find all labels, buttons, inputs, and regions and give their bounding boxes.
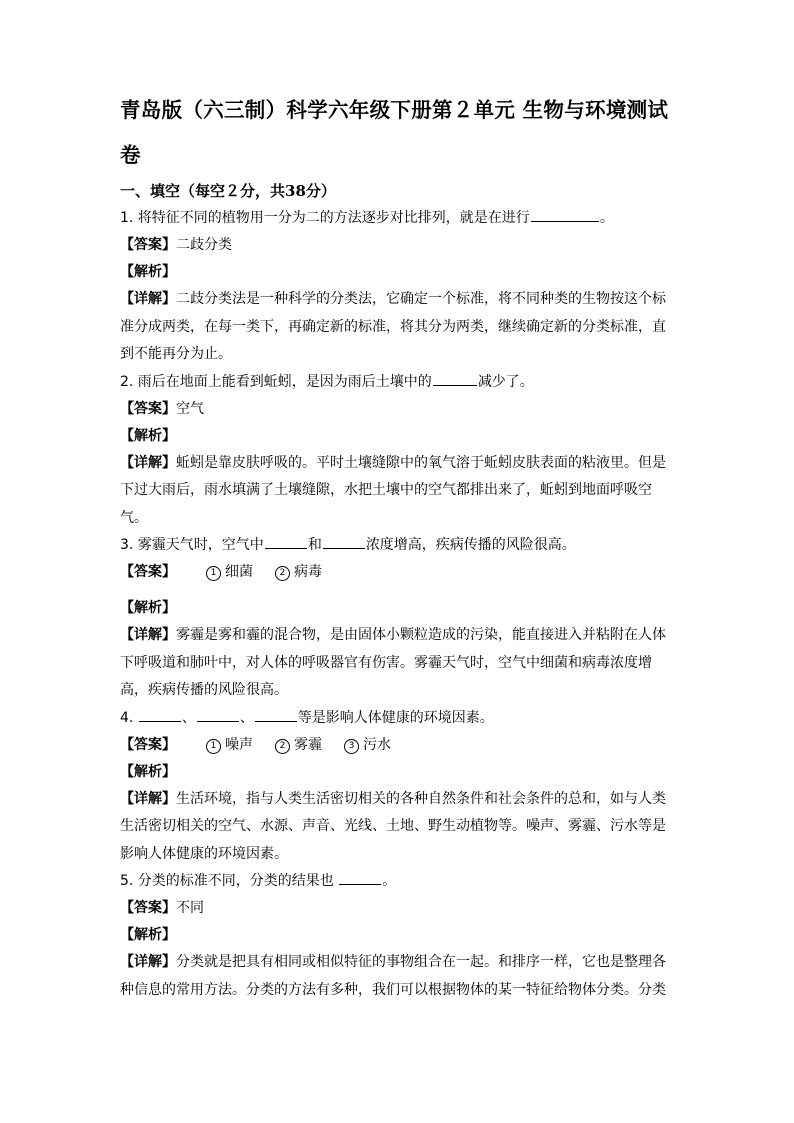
answer-label: 【答案】 xyxy=(120,400,176,417)
answer-blank xyxy=(255,707,297,722)
question-3-stem-mid: 和 xyxy=(307,537,322,553)
document-page xyxy=(120,88,672,1004)
question-4-sep: 、 xyxy=(239,709,254,726)
question-5-stem xyxy=(120,868,672,895)
detail-label: 【详解】 xyxy=(120,954,176,970)
question-2-stem-before: 2. 雨后在地面上能看到蚯蚓，是因为雨后土壤中的 xyxy=(120,373,432,390)
answer-option-text: 污水 xyxy=(363,736,391,753)
question-2-detail-text: 蚯蚓是靠皮肤呼吸的。平时土壤缝隙中的氧气溶于蚯蚓皮肤表面的粘液里。但是下过大雨后，雨水填满了土壤缝隙，水把土壤中的空气都排出来了，蚯蚓到地面呼吸空气。 xyxy=(120,454,666,526)
question-4-stem-num: 4. xyxy=(120,709,134,726)
detail-label: 【详解】 xyxy=(120,790,176,807)
answer-option xyxy=(275,732,322,759)
question-3-stem-before: 3. 雾霾天气时，空气中 xyxy=(120,537,264,553)
answer-blank xyxy=(197,707,239,722)
analysis-label: 【解析】 xyxy=(120,763,176,780)
answer-option xyxy=(344,732,391,759)
question-1-stem-before: 1. 将特征不同的植物用一分为二的方法逐步对比排列，就是在进行 xyxy=(120,210,530,226)
answer-blank xyxy=(265,534,307,549)
circled-number-icon: 1 xyxy=(206,566,221,581)
answer-label: 【答案】 xyxy=(120,736,176,753)
question-4-detail xyxy=(120,786,672,869)
question-2-stem-after: 减少了。 xyxy=(477,373,534,390)
question-3-analysis xyxy=(120,595,672,622)
answer-blank xyxy=(339,870,381,885)
document-title: 青岛版（六三制）科学六年级下册第２单元 生物与环境测试卷 xyxy=(120,98,669,167)
section-heading: 一、填空（每空２分，共38分） xyxy=(120,182,336,200)
question-1-analysis xyxy=(120,259,672,286)
analysis-label: 【解析】 xyxy=(120,427,176,444)
question-2-detail xyxy=(120,450,672,533)
answer-blank xyxy=(139,707,181,722)
detail-label: 【详解】 xyxy=(120,454,176,471)
question-3-detail-text: 雾霾是雾和霾的混合物，是由固体小颗粒造成的污染，能直接进入并粘附在人体下呼吸道和肺叶中，对人体的呼吸器官有伤害。雾霾天气时，空气中细菌和病毒浓度增高，疾病传播的风险很高。 xyxy=(120,627,666,698)
answer-label: 【答案】 xyxy=(120,564,176,580)
answer-label: 【答案】 xyxy=(120,237,176,253)
question-2-stem xyxy=(120,369,672,396)
question-3-detail xyxy=(120,622,672,705)
answer-label: 【答案】 xyxy=(120,900,176,916)
question-4-stem xyxy=(120,705,672,732)
question-3-stem-after: 浓度增高，疾病传播的风险很高。 xyxy=(365,537,576,553)
question-5-answer-value: 不同 xyxy=(176,900,204,916)
analysis-label: 【解析】 xyxy=(120,927,176,943)
question-5-stem-after: 。 xyxy=(382,873,397,889)
question-4-analysis xyxy=(120,759,672,786)
answer-option-text: 噪声 xyxy=(225,736,253,753)
question-5-answer xyxy=(120,895,672,922)
question-3-answer xyxy=(120,559,672,586)
question-1-stem-after: 。 xyxy=(599,210,614,226)
question-1-detail-text: 二歧分类法是一种科学的分类法，它确定一个标准，将不同种类的生物按这个标准分成两类，在每一类下，再确定新的标准，将其分为两类，继续确定新的分类标准，直到不能再分为止。 xyxy=(120,291,666,362)
answer-option xyxy=(275,559,322,586)
answer-option xyxy=(206,559,253,586)
question-5-detail xyxy=(120,949,672,1004)
answer-option-text: 雾霾 xyxy=(294,736,322,753)
question-1-answer-value: 二歧分类 xyxy=(176,237,232,253)
question-4-sep: 、 xyxy=(181,709,196,726)
question-4-detail-text: 生活环境，指与人类生活密切相关的各种自然条件和社会条件的总和，如与人类生活密切相关的空气、水源、声音、光线、土地、野生动植物等。噪声、雾霾、污水等是影响人体健康的环境因素。 xyxy=(120,790,666,862)
circled-number-icon: 3 xyxy=(344,739,359,754)
analysis-label: 【解析】 xyxy=(120,600,176,616)
question-1-detail xyxy=(120,286,672,369)
answer-blank xyxy=(433,371,477,386)
answer-blank xyxy=(531,207,599,222)
circled-number-icon: 2 xyxy=(275,739,290,754)
question-3-stem xyxy=(120,532,672,559)
question-4-stem-after: 等是影响人体健康的环境因素。 xyxy=(297,709,494,726)
question-1-stem xyxy=(120,205,672,232)
question-4-answer xyxy=(120,732,672,759)
circled-number-icon: 2 xyxy=(275,566,290,581)
answer-option-text: 细菌 xyxy=(225,564,253,580)
question-5-stem-before: 5. 分类的标准不同，分类的结果也 xyxy=(120,873,339,889)
question-2-answer xyxy=(120,396,672,423)
analysis-label: 【解析】 xyxy=(120,264,176,280)
question-2-analysis xyxy=(120,423,672,450)
question-2-answer-value: 空气 xyxy=(176,400,204,417)
answer-option xyxy=(206,732,253,759)
circled-number-icon: 1 xyxy=(206,739,221,754)
question-5-analysis xyxy=(120,922,672,949)
detail-label: 【详解】 xyxy=(120,627,176,643)
detail-label: 【详解】 xyxy=(120,291,176,307)
question-5-detail-text: 分类就是把具有相同或相似特征的事物组合在一起。和排序一样，它也是整理各种信息的常用方法。分类的方法有多种，我们可以根据物体的某一特征给物体分类。分类 xyxy=(120,954,666,998)
answer-option-text: 病毒 xyxy=(294,564,322,580)
answer-blank xyxy=(323,534,365,549)
question-1-answer xyxy=(120,232,672,259)
